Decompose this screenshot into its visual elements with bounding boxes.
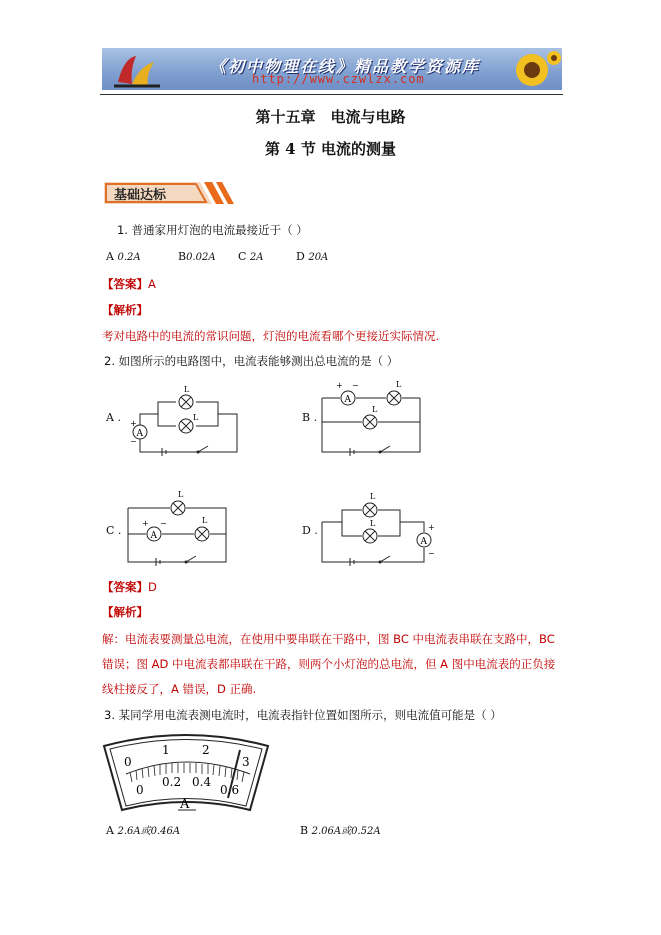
q3-option-a: A 2.6A或0.46A — [106, 824, 181, 837]
banner-url: http://www.czwlzx.com — [252, 72, 425, 86]
top-scale-2: 2 — [202, 743, 210, 757]
q2-analysis-line2: 错误；图 AD 中电流表都串联在干路，则两个小灯泡的总电流，但 A 图中电流表的正负接 — [102, 657, 556, 671]
lamp-l1-label: L — [396, 380, 402, 389]
lamp-l2-label: L — [202, 516, 208, 525]
section-title: 第 4 节 电流的测量 — [264, 140, 397, 158]
ammeter-label: A — [420, 537, 427, 547]
lamp-l1-label: L — [370, 492, 376, 501]
q3-text: 3. 某同学用电流表测电流时，电流表指针位置如图所示，则电流值可能是（ ） — [104, 708, 502, 722]
site-logo — [110, 52, 170, 88]
top-scale-1: 1 — [162, 743, 170, 757]
bottom-scale-0: 0 — [136, 783, 144, 797]
plus-sign: + — [336, 381, 343, 390]
banner-title: 《初中物理在线》精品教学资源库 — [210, 57, 481, 76]
chapter-title: 第十五章 电流与电路 — [255, 108, 406, 126]
lamp-l2-label: L — [370, 519, 376, 528]
lamp-l2-label: L — [193, 413, 199, 422]
q1-option-b: B0.02A — [178, 250, 216, 263]
q1-option-c: C 2A — [238, 250, 264, 263]
lamp-l1-label: L — [178, 490, 184, 499]
q1-analysis-label: 【解析】 — [102, 303, 148, 317]
minus-sign: − — [160, 519, 167, 528]
circuit-diagram-a — [122, 378, 247, 456]
sunflower-icon — [502, 50, 562, 90]
section-tag-label: 基础达标 — [114, 188, 167, 203]
plus-sign: + — [428, 523, 435, 532]
circuit-diagram-d — [320, 486, 440, 566]
circuit-diagram-b — [316, 378, 428, 456]
plus-sign: + — [142, 519, 149, 528]
q1-analysis: 考对电路中的电流的常识问题，灯泡的电流看哪个更接近实际情况. — [102, 329, 440, 343]
q2-option-b-label: B . — [302, 411, 318, 424]
header-rule — [100, 94, 563, 95]
q2-analysis-line1: 解：电流表要测量总电流，在使用中要串联在干路中，图 BC 中电流表串联在支路中，BC — [102, 632, 555, 646]
ammeter-label: A — [136, 429, 143, 439]
bottom-scale-1: 0.2 — [162, 775, 182, 789]
bottom-scale-3: 0.6 — [220, 783, 240, 797]
q2-text: 2. 如图所示的电路图中，电流表能够测出总电流的是（ ） — [104, 354, 399, 368]
q1-option-d: D 20A — [296, 250, 329, 263]
q1-answer: 【答案】A — [102, 277, 156, 291]
circuit-diagram-c — [122, 488, 234, 568]
header-banner — [102, 48, 562, 90]
dial-unit: A — [180, 797, 190, 812]
q2-answer: 【答案】D — [102, 580, 157, 594]
ammeter-label: A — [344, 395, 351, 405]
ammeter-dial — [100, 730, 272, 816]
lamp-l2-label: L — [372, 405, 378, 414]
minus-sign: − — [130, 437, 137, 446]
minus-sign: − — [428, 549, 435, 558]
q2-option-a-label: A . — [106, 411, 121, 424]
top-scale-0: 0 — [124, 755, 132, 769]
q3-option-b: B 2.06A或0.52A — [300, 824, 381, 837]
q1-option-a: A 0.2A — [106, 250, 141, 263]
bottom-scale-2: 0.4 — [192, 775, 212, 789]
q2-option-d-label: D . — [302, 524, 318, 537]
q2-option-c-label: C . — [106, 524, 122, 537]
lamp-l1-label: L — [184, 385, 190, 394]
q2-analysis-line3: 线柱接反了，A 错误，D 正确. — [102, 682, 257, 696]
q2-analysis-label: 【解析】 — [102, 605, 148, 619]
top-scale-3: 3 — [242, 755, 250, 769]
plus-sign: + — [130, 419, 137, 428]
q1-text: 1. 普通家用灯泡的电流最接近于（ ） — [117, 223, 308, 237]
minus-sign: − — [352, 381, 359, 390]
ammeter-label: A — [150, 531, 157, 541]
